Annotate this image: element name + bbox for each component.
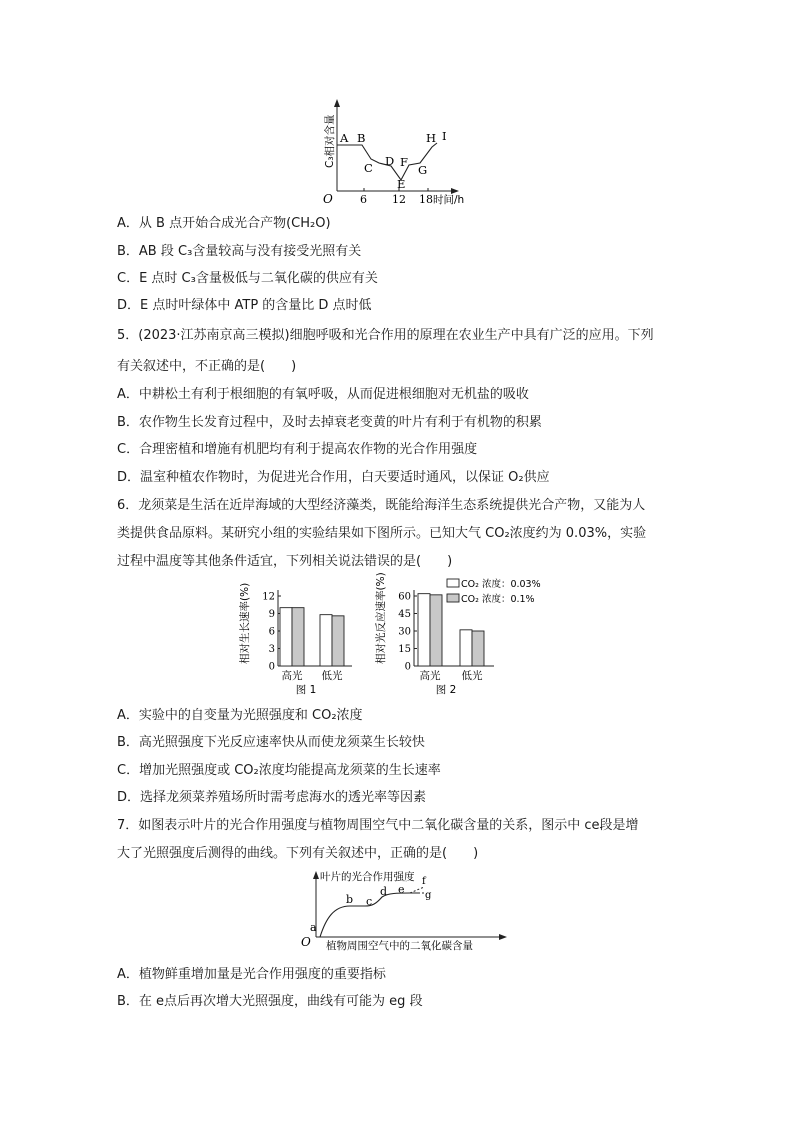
category-label: 高光 xyxy=(419,670,441,682)
fig3-point-e: e xyxy=(398,883,405,896)
q4-option-c: C．E 点时 C₃含量极低与二氧化碳的供应有关 xyxy=(117,271,378,286)
point-g-label: G xyxy=(418,163,428,177)
point-a-label: A xyxy=(340,131,349,145)
point-f-label: F xyxy=(400,155,408,169)
fig1-tick-12: 12 xyxy=(392,193,406,206)
c3-curve xyxy=(337,143,437,180)
legend-swatch-0.1 xyxy=(447,594,459,602)
bar xyxy=(418,594,430,666)
q5-option-a: A．中耕松土有利于根细胞的有氧呼吸，从而促进根细胞对无机盐的吸收 xyxy=(117,387,529,402)
y-axis-arrow xyxy=(334,99,340,107)
fig1-xlabel: 时间/h xyxy=(433,194,465,206)
q6-option-a: A．实验中的自变量为光照强度和 CO₂浓度 xyxy=(117,708,363,723)
q5-option-d: D．温室种植农作物时，为促进光合作用，白天要适时通风，以保证 O₂供应 xyxy=(117,470,550,485)
point-d-label: D xyxy=(385,154,395,168)
bar xyxy=(320,615,332,666)
fig3-point-b: b xyxy=(346,893,354,906)
q5-option-c: C．合理密植和增施有机肥均有利于提高农作物的光合作用强度 xyxy=(117,442,478,457)
fig3-point-d: d xyxy=(380,885,388,898)
y-tick-label: 9 xyxy=(268,609,275,620)
photosynthesis-curve xyxy=(320,893,418,937)
y-axis-label: 相对生长速率(%) xyxy=(239,582,251,664)
y-tick-label: 45 xyxy=(398,609,411,620)
fig3-ylabel: 叶片的光合作用强度 xyxy=(320,871,415,883)
fig3-point-f: f xyxy=(422,876,426,887)
bar xyxy=(460,630,472,666)
point-h-label: H xyxy=(426,131,437,145)
q6-option-b: B．高光照强度下光反应速率快从而使龙须菜生长较快 xyxy=(117,735,425,750)
x-axis-arrow xyxy=(451,188,459,194)
q7-option-b: B．在 e点后再次增大光照强度，曲线有可能为 eg 段 xyxy=(117,994,423,1009)
chart-legend xyxy=(447,578,541,605)
fig1-ylabel: C₃相对含量 xyxy=(324,114,336,168)
y-tick-label: 30 xyxy=(398,626,411,638)
q6-stem-line-3: 过程中温度等其他条件适宜，下列相关说法错误的是( ) xyxy=(117,554,453,569)
q5-stem-line-1: 5．(2023·江苏南京高三模拟)细胞呼吸和光合作用的原理在农业生产中具有广泛的应用。下列 xyxy=(117,328,654,343)
y-tick-label: 3 xyxy=(268,644,275,655)
q6-stem-line-2: 类提供食品原料。某研究小组的实验结果如下图所示。已知大气 CO₂浓度约为 0.03%，实验 xyxy=(117,526,647,541)
category-label: 高光 xyxy=(281,670,303,682)
growth-rate-chart xyxy=(238,583,352,696)
y-tick-label: 60 xyxy=(398,591,411,603)
y-tick-label: 0 xyxy=(268,661,275,673)
point-c-label: C xyxy=(364,161,373,175)
fig1-origin: O xyxy=(323,192,333,206)
point-e-label: E xyxy=(397,177,406,191)
y-tick-label: 15 xyxy=(398,644,411,655)
q6-option-d: D．选择龙须菜养殖场所时需考虑海水的透光率等因素 xyxy=(117,790,427,805)
y-axis-label: 相对光反应速率(%) xyxy=(375,572,387,664)
q6-stem-line-1: 6．龙须菜是生活在近岸海域的大型经济藻类，既能给海洋生态系统提供光合产物，又能为人 xyxy=(117,498,646,513)
fig1-tick-18: 18 xyxy=(419,193,433,206)
q4-option-b: B．AB 段 C₃含量较高与没有接受光照有关 xyxy=(117,244,362,259)
q7-option-a: A．植物鲜重增加量是光合作用强度的重要指标 xyxy=(117,967,386,982)
legend-label-0.03: CO₂ 浓度：0.03% xyxy=(461,579,541,590)
light-reaction-chart xyxy=(374,572,494,696)
y-tick-label: 6 xyxy=(268,626,275,638)
q5-option-b: B．农作物生长发育过程中，及时去掉衰老变黄的叶片有利于有机物的积累 xyxy=(117,415,542,430)
fig1-tick-6: 6 xyxy=(360,193,367,206)
point-b-label: B xyxy=(357,131,366,145)
chart-title: 图 2 xyxy=(435,684,457,696)
q4-option-d: D．E 点时叶绿体中 ATP 的含量比 D 点时低 xyxy=(117,298,372,313)
category-label: 低光 xyxy=(321,670,343,682)
bar xyxy=(292,608,304,666)
q5-stem-line-2: 有关叙述中，不正确的是( ) xyxy=(117,359,297,374)
fig3-point-c: c xyxy=(366,895,373,908)
bar xyxy=(472,631,484,666)
fig3-point-g: g xyxy=(425,890,432,901)
q4-option-a: A．从 B 点开始合成光合产物(CH₂O) xyxy=(117,216,331,231)
y-tick-label: 12 xyxy=(262,591,275,603)
category-label: 低光 xyxy=(461,670,483,682)
fig3-point-a: a xyxy=(310,921,317,934)
bar xyxy=(280,608,292,666)
q7-stem-line-1: 7．如图表示叶片的光合作用强度与植物周围空气中二氧化碳含量的关系，图示中 ce段是增 xyxy=(117,818,639,833)
legend-label-0.1: CO₂ 浓度：0.1% xyxy=(461,594,535,605)
chart-title: 图 1 xyxy=(295,684,317,696)
bar xyxy=(430,595,442,666)
q7-stem-line-2: 大了光照强度后测得的曲线。下列有关叙述中，正确的是( ) xyxy=(117,846,479,861)
legend-swatch-0.03 xyxy=(447,579,459,587)
y-tick-label: 0 xyxy=(404,661,411,673)
fig3-origin: O xyxy=(301,935,311,949)
ef-dashed-segment xyxy=(410,887,424,893)
point-i-label: I xyxy=(442,129,447,143)
fig3-xlabel: 植物周围空气中的二氧化碳含量 xyxy=(326,940,473,952)
q6-option-c: C．增加光照强度或 CO₂浓度均能提高龙须菜的生长速率 xyxy=(117,763,441,778)
bar xyxy=(332,616,344,666)
